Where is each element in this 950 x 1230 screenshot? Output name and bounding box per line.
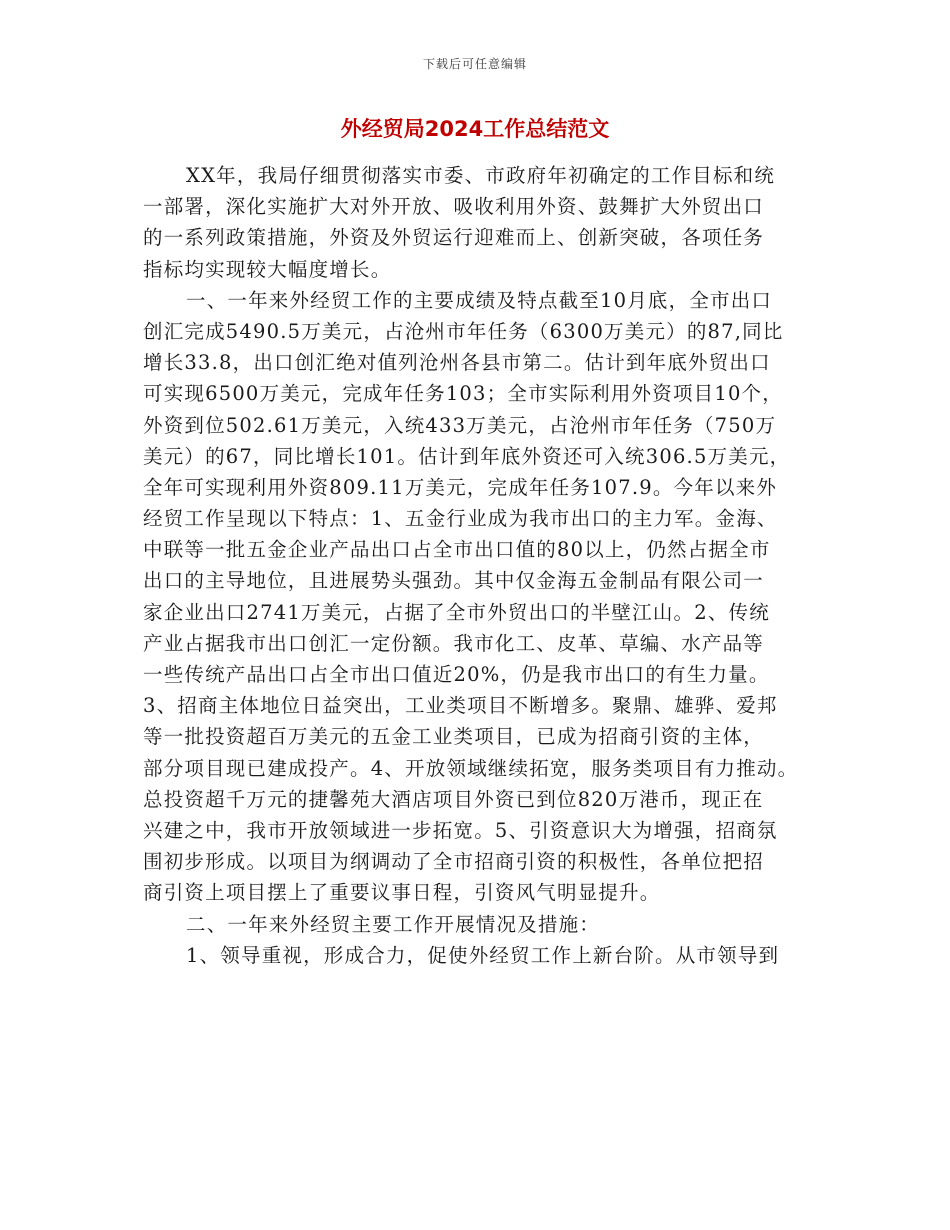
- paragraph-line: XX年，我局仔细贯彻落实市委、市政府年初确定的工作目标和统: [186, 164, 776, 187]
- paragraph-line: 的一系列政策措施，外资及外贸运行迎难而上、创新突破，各项任务: [143, 226, 765, 250]
- paragraph-line: 经贸工作呈现以下特点：1、五金行业成为我市出口的主力军。金海、: [143, 507, 778, 531]
- paragraph-line: 全年可实现利用外资809.11万美元，完成年任务107.9。今年以来外: [143, 475, 778, 499]
- paragraph-line: 部分项目现已建成投产。4、开放领域继续拓宽，服务类项目有力推动。: [143, 756, 799, 780]
- paragraph-line: 家企业出口2741万美元，占据了全市外贸出口的半壁江山。2、传统: [143, 600, 770, 624]
- paragraph-line: 中联等一批五金企业产品出口占全市出口值的80以上，仍然占据全市: [143, 538, 771, 562]
- paragraph-line: 产业占据我市出口创汇一定份额。我市化工、皮革、草编、水产品等: [143, 631, 765, 655]
- paragraph-line: 增长33.8，出口创汇绝对值列沧州各县市第二。估计到年底外贸出口: [143, 351, 771, 375]
- paragraph-line: 指标均实现较大幅度增长。: [143, 257, 392, 281]
- paragraph-line: 等一批投资超百万美元的五金工业类项目，已成为招商引资的主体，: [143, 725, 765, 749]
- paragraph-line: 兴建之中，我市开放领域进一步拓宽。5、引资意识大为增强，招商氛: [143, 818, 778, 842]
- paragraph-line: 一部署，深化实施扩大对外开放、吸收利用外资、鼓舞扩大外贸出口: [143, 195, 765, 219]
- paragraph-line: 1、领导重视，形成合力，促使外经贸工作上新台阶。从市领导到: [186, 943, 780, 967]
- paragraph-line: 总投资超千万元的捷馨苑大酒店项目外资已到位820万港币，现正在: [143, 787, 764, 811]
- header-note: 下载后可任意编辑: [422, 57, 527, 71]
- section-heading: 二、一年来外经贸主要工作开展情况及措施：: [186, 912, 601, 936]
- paragraph-line: 3、招商主体地位日益突出，工业类项目不断增多。聚鼎、雄骅、爱邦: [143, 694, 778, 718]
- document-title: 外经贸局2024工作总结范文: [340, 117, 610, 141]
- paragraph-line: 美元）的67，同比增长101。估计到年底外资还可入统306.5万美元，: [143, 444, 791, 468]
- document-body: [143, 160, 813, 971]
- paragraph-line: 外资到位502.61万美元，入统433万美元，占沧州市年任务（750万: [143, 413, 777, 437]
- paragraph-line: 围初步形成。以项目为纲调动了全市招商引资的积极性，各单位把招: [143, 850, 765, 874]
- paragraph-line: 一、一年来外经贸工作的主要成绩及特点截至10月底，全市出口: [186, 288, 773, 312]
- paragraph-line: 出口的主导地位，且进展势头强劲。其中仅金海五金制品有限公司一: [143, 569, 765, 593]
- paragraph-line: 商引资上项目摆上了重要议事日程，引资风气明显提升。: [143, 881, 661, 905]
- paragraph-line: 一些传统产品出口占全市出口值近20%，仍是我市出口的有生力量。: [143, 663, 770, 686]
- paragraph-line: 可实现6500万美元，完成年任务103；全市实际利用外资项目10个，: [143, 382, 783, 406]
- paragraph-line: 创汇完成5490.5万美元，占沧州市年任务（6300万美元）的87,同比: [143, 319, 784, 343]
